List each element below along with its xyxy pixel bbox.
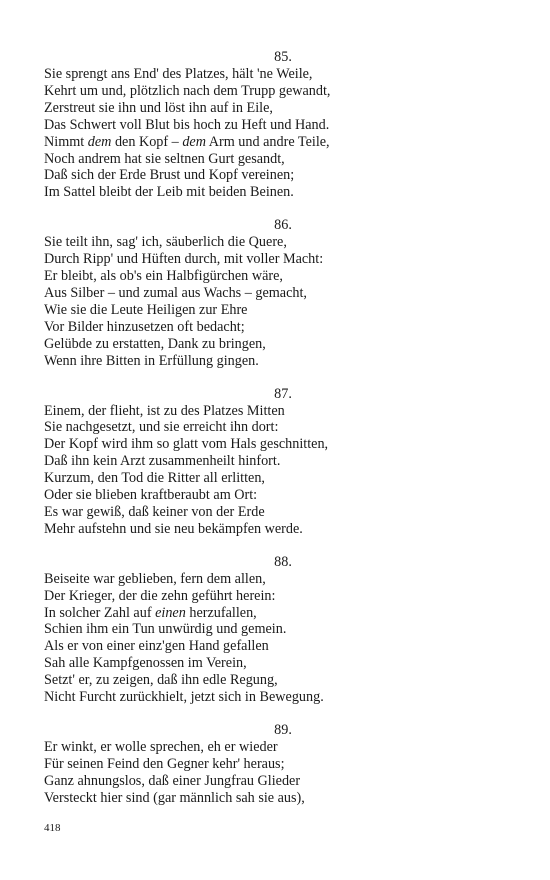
- verse-text: In solcher Zahl auf: [44, 604, 156, 621]
- verse-text: Er winkt, er wolle sprechen, eh er wieder: [44, 739, 278, 755]
- verse-line: [44, 470, 484, 487]
- stanza: [44, 554, 484, 706]
- verse-text: Oder sie blieben kraftberaubt am Ort:: [44, 487, 258, 504]
- verse-text: Kehrt um und, plötzlich nach dem Trupp gewandt,: [44, 82, 331, 99]
- verse-line: [44, 773, 484, 790]
- verse-text: Wie sie die Leute Heiligen zur Ehre: [44, 301, 248, 318]
- verse-line: [44, 655, 484, 672]
- verse-text: Nicht Furcht zurückhielt, jetzt sich in Bewegung.: [44, 689, 324, 706]
- verse-line: [44, 268, 484, 285]
- verse-line: [44, 672, 484, 689]
- verse-text: Beiseite war geblieben, fern dem allen,: [44, 570, 266, 587]
- verse-text: Ganz ahnungslos, daß einer Jungfrau Glieder: [44, 772, 301, 789]
- poem-page: [44, 49, 484, 823]
- verse-line: [44, 790, 484, 807]
- verse-line: [44, 605, 484, 622]
- verse-line: [44, 504, 484, 521]
- verse-text: Durch Ripp' und Hüften durch, mit voller Macht:: [44, 251, 324, 268]
- verse-text: Der Krieger, der die zehn geführt herein:: [44, 587, 276, 604]
- verse-text: Er bleibt, als ob's ein Halbfigürchen wäre,: [44, 268, 283, 285]
- verse-emphasis: dem: [182, 133, 206, 150]
- stanza-number: 85.: [274, 49, 292, 65]
- verse-text: Daß sich der Erde Brust und Kopf vereinen;: [44, 167, 295, 184]
- stanza-list: [44, 49, 484, 807]
- verse-text: den Kopf –: [111, 133, 183, 150]
- verse-text: Wenn ihre Bitten in Erfüllung gingen.: [44, 352, 259, 369]
- verse-line: [44, 251, 484, 268]
- verse-line: [44, 588, 484, 605]
- verse-text: Setzt' er, zu zeigen, daß ihn edle Regung,: [44, 672, 278, 689]
- verse-line: [44, 167, 484, 184]
- verse-text: Für seinen Feind den Gegner kehr' heraus;: [44, 755, 285, 772]
- verse-text: Im Sattel bleibt der Leib mit beiden Beinen.: [44, 184, 294, 201]
- verse-line: [44, 571, 484, 588]
- verse-line: [44, 453, 484, 470]
- verse-text: Versteckt hier sind (gar männlich sah sie aus),: [44, 789, 305, 806]
- verse-text: Arm und andre Teile,: [205, 133, 330, 150]
- verse-text: Das Schwert voll Blut bis hoch zu Heft und Hand.: [44, 116, 330, 133]
- verse-line: [44, 151, 484, 168]
- verse-text: Daß ihn kein Arzt zusammenheilt hinfort.: [44, 453, 281, 470]
- verse-text: Zerstreut sie ihn und löst ihn auf in Eile,: [44, 99, 273, 116]
- verse-line: [44, 487, 484, 504]
- verse-line: [44, 756, 484, 773]
- verse-line: [44, 302, 484, 319]
- verse-line: [44, 621, 484, 638]
- verse-line: [44, 638, 484, 655]
- verse-line: [44, 100, 484, 117]
- verse-text: Einem, der flieht, ist zu des Platzes Mitten: [44, 402, 285, 419]
- verse-text: Sie teilt ihn, sag' ich, säuberlich die Quere,: [44, 234, 287, 251]
- verse-line: [44, 436, 484, 453]
- verse-text: Aus Silber – und zumal aus Wachs – gemacht,: [44, 284, 307, 301]
- verse-line: [44, 184, 484, 201]
- verse-line: [44, 336, 484, 353]
- verse-line: [44, 689, 484, 706]
- verse-line: [44, 403, 484, 420]
- page-number: 418: [44, 822, 61, 834]
- stanza-number: 88.: [274, 553, 292, 570]
- verse-line: [44, 234, 484, 251]
- stanza-number: 86.: [274, 217, 292, 234]
- verse-emphasis: einen: [155, 604, 186, 621]
- verse-emphasis: dem: [87, 133, 112, 150]
- verse-text: Vor Bilder hinzusetzen oft bedacht;: [44, 318, 245, 335]
- stanza-number: 87.: [274, 385, 292, 402]
- verse-line: [44, 353, 484, 370]
- verse-text: Kurzum, den Tod die Ritter all erlitten,: [44, 470, 265, 487]
- verse-text: Sah alle Kampfgenossen im Verein,: [44, 655, 247, 672]
- stanza: [44, 217, 484, 369]
- verse-line: [44, 521, 484, 538]
- stanza: [44, 386, 484, 538]
- verse-line: [44, 739, 484, 756]
- verse-line: [44, 319, 484, 336]
- verse-text: Gelübde zu erstatten, Dank zu bringen,: [44, 335, 266, 352]
- verse-text: Als er von einer einz'gen Hand gefallen: [44, 638, 269, 655]
- verse-text: Mehr aufstehn und sie neu bekämpfen werde.: [44, 520, 303, 537]
- verse-text: Sie nachgesetzt, und sie erreicht ihn dort:: [44, 419, 279, 436]
- verse-text: Nimmt: [44, 133, 88, 150]
- verse-line: [44, 134, 484, 151]
- verse-text: Der Kopf wird ihm so glatt vom Hals geschnitten,: [44, 436, 329, 453]
- verse-line: [44, 66, 484, 83]
- verse-line: [44, 419, 484, 436]
- verse-line: [44, 83, 484, 100]
- verse-text: Es war gewiß, daß keiner von der Erde: [44, 503, 265, 520]
- verse-text: herzufallen,: [185, 604, 257, 621]
- stanza: [44, 49, 484, 201]
- verse-text: Sie sprengt ans End' des Platzes, hält 'ne Weile,: [44, 66, 313, 82]
- verse-text: Schien ihm ein Tun unwürdig und gemein.: [44, 621, 287, 638]
- stanza-number: 89.: [274, 722, 292, 738]
- verse-text: Noch andrem hat sie seltnen Gurt gesandt,: [44, 150, 285, 167]
- stanza: [44, 722, 484, 807]
- verse-line: [44, 285, 484, 302]
- verse-line: [44, 117, 484, 134]
